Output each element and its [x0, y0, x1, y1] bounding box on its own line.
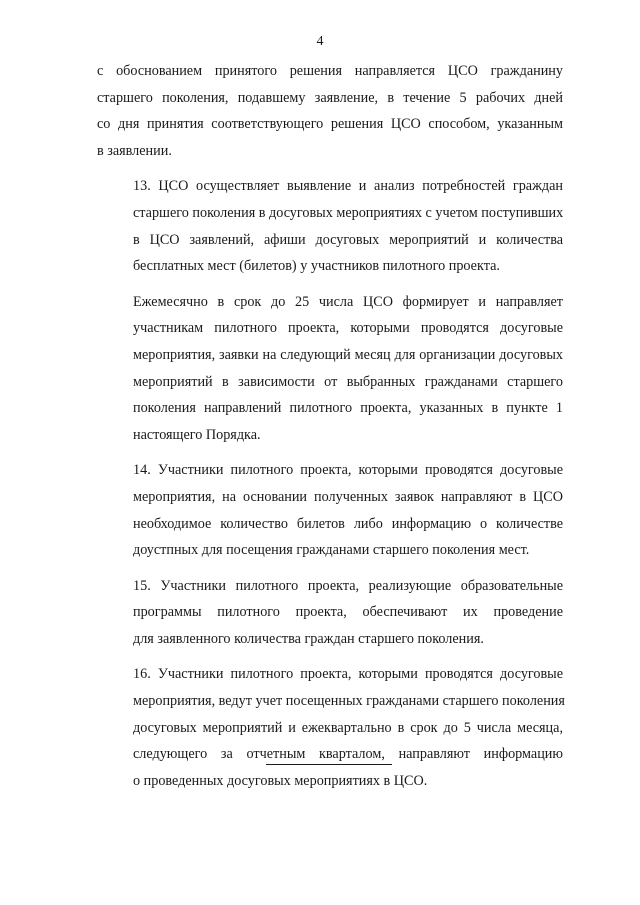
text-line: мероприятия, заявки на следующий месяц для организации досуговых	[133, 346, 563, 363]
text-line: мероприятий в зависимости от выбранных гражданами старшего	[133, 373, 563, 390]
text-line: в заявлении.	[97, 142, 172, 159]
document-body	[97, 58, 563, 803]
text-line: программы пилотного проекта, обеспечивают их проведение	[133, 604, 563, 621]
text-line: для заявленного количества граждан старшего поколения.	[133, 630, 484, 647]
text-line: поколения направлений пилотного проекта, указанных в пункте 1	[133, 400, 563, 417]
paragraph-16	[97, 661, 563, 794]
text-line: 14. Участники пилотного проекта, которыми проводятся досуговые	[133, 462, 563, 479]
text-line: со дня принятия соответствующего решения ЦСО способом, указанным	[97, 116, 563, 133]
text-line: мероприятия, ведут учет посещенных гражданами старшего поколения	[133, 693, 565, 710]
text-line: мероприятия, на основании полученных заявок направляют в ЦСО	[133, 488, 563, 505]
paragraph-14	[97, 457, 563, 563]
text-line: старшего поколения, подавшему заявление, в течение 5 рабочих дней	[97, 89, 563, 106]
text-line: доустпных для посещения гражданами старшего поколения мест.	[133, 542, 530, 559]
text-line: необходимое количество билетов либо информацию о количестве	[133, 515, 563, 532]
paragraph-continuation	[97, 58, 563, 164]
text-line: старшего поколения в досуговых мероприятиях с учетом поступивших	[133, 204, 564, 221]
end-of-document-rule	[266, 764, 392, 765]
text-line: досуговых мероприятий и ежеквартально в срок до 5 числа месяца,	[133, 719, 563, 736]
page-number: 4	[316, 34, 324, 49]
paragraph-13	[97, 173, 563, 279]
text-line: с обоснованием принятого решения направляется ЦСО гражданину	[97, 63, 563, 79]
text-line: бесплатных мест (билетов) у участников пилотного проекта.	[133, 258, 500, 275]
text-line: о проведенных досуговых мероприятиях в ЦСО.	[133, 772, 428, 789]
text-line: участникам пилотного проекта, которыми проводятся досуговые	[133, 320, 563, 337]
text-line: 15. Участники пилотного проекта, реализующие образовательные	[133, 577, 563, 594]
paragraph-monthly	[97, 289, 563, 449]
text-line: в ЦСО заявлений, афиши досуговых мероприятий и количества	[133, 231, 563, 248]
text-line: настоящего Порядка.	[133, 426, 261, 443]
text-line: 16. Участники пилотного проекта, которыми проводятся досуговые	[133, 666, 563, 683]
text-line: следующего за отчетным кварталом, направляют информацию	[133, 746, 563, 763]
text-line: Ежемесячно в срок до 25 числа ЦСО формирует и направляет	[133, 293, 563, 310]
paragraph-15	[97, 573, 563, 653]
text-line: 13. ЦСО осуществляет выявление и анализ потребностей граждан	[133, 178, 563, 195]
